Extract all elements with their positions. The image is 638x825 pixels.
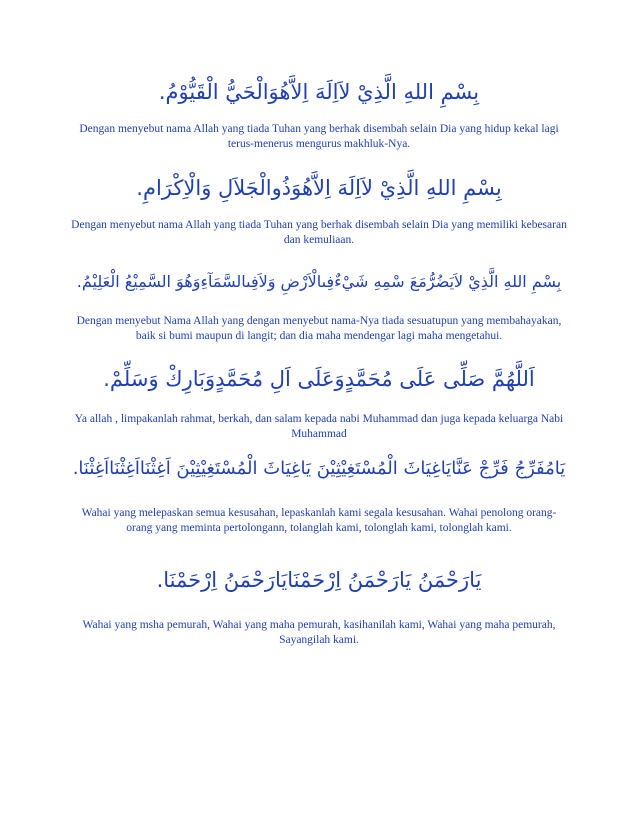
prayer-arabic: يَارَحْمَنُ يَارَحْمَنُ اِرْحَمْنَايَارَحْمَنُ اِرْحَمْنَا.: [156, 568, 482, 592]
prayer-translation: Dengan menyebut Nama Allah yang dengan menyebut nama-Nya tiada sesuatupun yang membahayakan, baik si bumi maupun di langit; dan dia maha mendengar lagi maha mengetahui.: [76, 315, 562, 342]
prayer-2: [70, 174, 568, 248]
prayer-arabic: بِسْمِ اللهِ الَّذِيْ لاَاِلَهَ اِلاَّهُوَذُوالْجَلاَلِ وَالْاِكْرَامِ.: [136, 176, 502, 200]
prayer-arabic: بِسْمِ اللهِ الَّذِيْ لاَاِلَهَ اِلاَّهُوَالْحَيُّ الْقَيُّوْمُ.: [158, 80, 480, 104]
prayer-arabic: يَامُفَرِّجُ فَرِّجْ عَنَّايَاغِيَاثَ الْمُسْتَغِيْثِيْنَ يَاغِيَاثَ الْمُسْتَغِيْثِيْنَ اَغِثْنَااَغِثْنَااَغِثْنَا.: [72, 458, 566, 479]
prayer-translation: Dengan menyebut nama Allah yang tiada Tuhan yang berhak disembah selain Dia yang hidup kekal lagi terus-menerus mengurus makhluk-Nya.: [79, 123, 559, 150]
prayer-1: [70, 78, 568, 152]
prayer-3: [70, 268, 568, 344]
prayer-4: [70, 365, 568, 442]
prayer-translation: Dengan menyebut nama Allah yang tiada Tuhan yang berhak disembah selain Dia yang memiliki kebesaran dan kemuliaan.: [71, 219, 567, 246]
prayer-translation: Ya allah , limpakanlah rahmat, berkah, dan salam kepada nabi Muhammad dan juga kepada keluarga Nabi Muhammad: [74, 413, 564, 440]
prayer-5: [70, 455, 568, 536]
prayer-6: [70, 566, 568, 648]
prayer-translation: Wahai yang melepaskan semua kesusahan, lepaskanlah kami segala kesusahan. Wahai penolong orang-orang yang meminta pertolongann, tolanglah kami, tolonglah kami, tolonglah kami.: [81, 507, 557, 534]
prayer-arabic: اَللَّهُمَّ صَلِّى عَلَى مُحَمَّدٍوَعَلَى اَلِ مُحَمَّدٍوَبَارِكْ وَسَلِّمْ.: [103, 367, 535, 391]
prayer-translation: Wahai yang msha pemurah, Wahai yang maha pemurah, kasihanilah kami, Wahai yang maha pemurah, Sayangilah kami.: [82, 619, 556, 646]
prayer-arabic: بِسْمِ اللهِ الَّذِيْ لاَيَضُرُّمَعَ سْمِهِ شَيْءٌفِىالْاَرْضِ وَلاَفِىالسَّمَآءِوَهُوَ السَّمِيْعُ الْعَلِيْمُ.: [76, 272, 562, 291]
